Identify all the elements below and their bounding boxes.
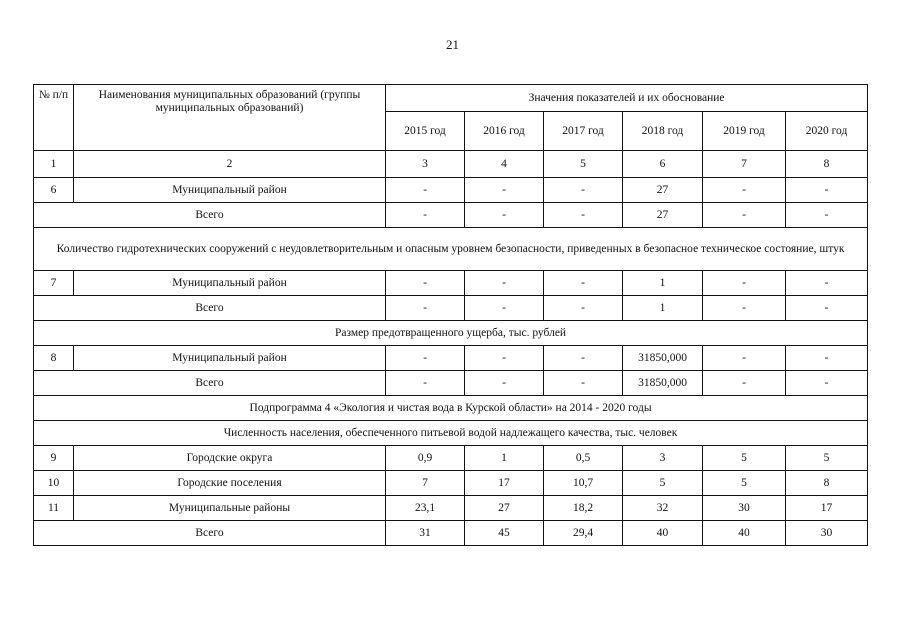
header-col-number: 3 — [386, 151, 465, 178]
row-value: 40 — [703, 521, 786, 546]
row-name: Муниципальный район — [74, 346, 386, 371]
row-value: 0,5 — [544, 446, 623, 471]
row-value: 1 — [465, 446, 544, 471]
row-value: 40 — [623, 521, 703, 546]
section-row — [34, 228, 868, 271]
row-value: - — [703, 271, 786, 296]
total-row — [34, 521, 868, 546]
header-col-number: 7 — [703, 151, 786, 178]
row-value: 5 — [703, 471, 786, 496]
table-row — [34, 271, 868, 296]
table-row — [34, 346, 868, 371]
section-row — [34, 421, 868, 446]
header-col-number: 5 — [544, 151, 623, 178]
row-value: - — [703, 346, 786, 371]
row-value: 27 — [623, 178, 703, 203]
row-value: - — [386, 346, 465, 371]
row-number: 6 — [34, 178, 74, 203]
row-value: - — [386, 178, 465, 203]
row-value: - — [544, 178, 623, 203]
table-row — [34, 471, 868, 496]
row-value: - — [544, 296, 623, 321]
table-row — [34, 446, 868, 471]
header-year: 2019 год — [703, 112, 786, 151]
row-name: Всего — [34, 296, 386, 321]
row-value: - — [544, 346, 623, 371]
total-row — [34, 203, 868, 228]
table-row — [34, 496, 868, 521]
row-value: - — [465, 346, 544, 371]
row-value: - — [703, 178, 786, 203]
row-name: Городские поселения — [74, 471, 386, 496]
row-number: 10 — [34, 471, 74, 496]
row-value: - — [465, 371, 544, 396]
row-value: - — [386, 371, 465, 396]
row-value: 0,9 — [386, 446, 465, 471]
header-values: Значения показателей и их обоснование — [386, 85, 868, 112]
header-row — [34, 85, 868, 112]
row-name: Всего — [34, 521, 386, 546]
row-value: 3 — [623, 446, 703, 471]
row-value: 30 — [786, 521, 868, 546]
row-value: 18,2 — [544, 496, 623, 521]
row-value: 1 — [623, 271, 703, 296]
row-value: - — [786, 178, 868, 203]
header-col-number: 2 — [74, 151, 386, 178]
indicators-table — [33, 84, 868, 546]
row-value: - — [703, 203, 786, 228]
row-number: 11 — [34, 496, 74, 521]
row-value: 30 — [703, 496, 786, 521]
header-year: 2017 год — [544, 112, 623, 151]
row-name: Всего — [34, 371, 386, 396]
row-value: - — [786, 371, 868, 396]
row-value: - — [465, 271, 544, 296]
row-value: 31850,000 — [623, 346, 703, 371]
row-value: 8 — [786, 471, 868, 496]
section-row — [34, 321, 868, 346]
header-year: 2016 год — [465, 112, 544, 151]
header-col-number: 6 — [623, 151, 703, 178]
row-value: - — [786, 346, 868, 371]
row-value: 31 — [386, 521, 465, 546]
row-value: 7 — [386, 471, 465, 496]
row-name: Городские округа — [74, 446, 386, 471]
header-name: Наименования муниципальных образований (группы муниципальных образований) — [74, 85, 386, 151]
total-row — [34, 296, 868, 321]
row-value: 27 — [623, 203, 703, 228]
row-value: 27 — [465, 496, 544, 521]
row-value: - — [386, 296, 465, 321]
row-value: - — [386, 271, 465, 296]
row-value: 5 — [786, 446, 868, 471]
row-name: Муниципальный район — [74, 178, 386, 203]
row-value: - — [386, 203, 465, 228]
row-value: 5 — [623, 471, 703, 496]
row-value: 10,7 — [544, 471, 623, 496]
section-title: Количество гидротехнических сооружений с неудовлетворительным и опасным уровнем безопасности, приведенных в безопасное техническое состояние, штук — [34, 228, 868, 271]
header-year: 2020 год — [786, 112, 868, 151]
row-value: - — [544, 271, 623, 296]
row-name: Всего — [34, 203, 386, 228]
row-value: 5 — [703, 446, 786, 471]
row-value: 17 — [465, 471, 544, 496]
header-colnum-row — [34, 151, 868, 178]
row-value: 23,1 — [386, 496, 465, 521]
row-value: - — [544, 371, 623, 396]
section-row — [34, 396, 868, 421]
header-col-number: 1 — [34, 151, 74, 178]
row-value: - — [703, 371, 786, 396]
row-value: - — [465, 296, 544, 321]
row-value: 29,4 — [544, 521, 623, 546]
row-name: Муниципальные районы — [74, 496, 386, 521]
row-number: 7 — [34, 271, 74, 296]
row-value: - — [465, 178, 544, 203]
header-year: 2015 год — [386, 112, 465, 151]
row-value: - — [786, 271, 868, 296]
section-title: Подпрограмма 4 «Экология и чистая вода в Курской области» на 2014 - 2020 годы — [34, 396, 868, 421]
row-value: - — [786, 203, 868, 228]
row-value: - — [544, 203, 623, 228]
header-col-number: 4 — [465, 151, 544, 178]
total-row — [34, 371, 868, 396]
header-year: 2018 год — [623, 112, 703, 151]
page-number: 21 — [446, 37, 459, 52]
section-title: Численность населения, обеспеченного питьевой водой надлежащего качества, тыс. человек — [34, 421, 868, 446]
row-value: - — [465, 203, 544, 228]
header-col-number: 8 — [786, 151, 868, 178]
row-value: 1 — [623, 296, 703, 321]
row-value: 45 — [465, 521, 544, 546]
section-title: Размер предотвращенного ущерба, тыс. рублей — [34, 321, 868, 346]
row-value: 31850,000 — [623, 371, 703, 396]
row-value: 17 — [786, 496, 868, 521]
row-number: 8 — [34, 346, 74, 371]
header-num: № п/п — [34, 85, 74, 151]
row-name: Муниципальный район — [74, 271, 386, 296]
table-row — [34, 178, 868, 203]
row-number: 9 — [34, 446, 74, 471]
row-value: 32 — [623, 496, 703, 521]
row-value: - — [703, 296, 786, 321]
row-value: - — [786, 296, 868, 321]
